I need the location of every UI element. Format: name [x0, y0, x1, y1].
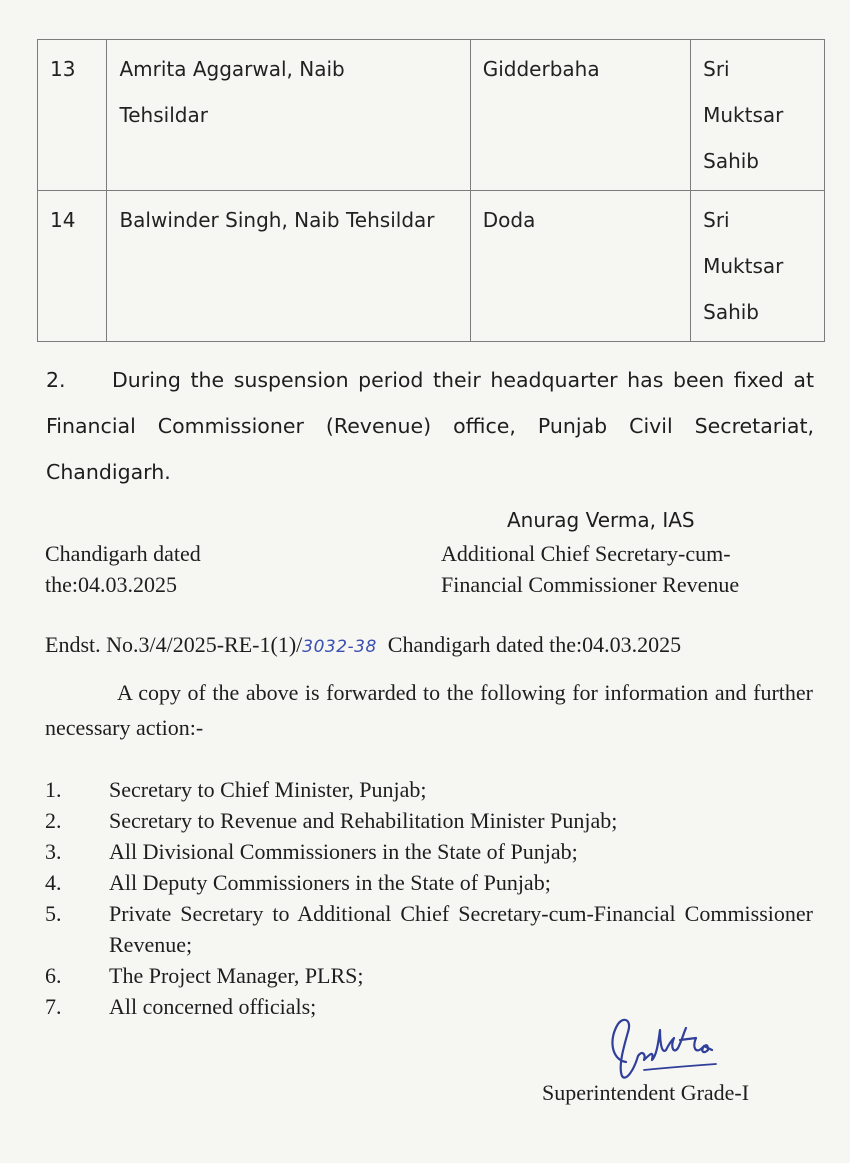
list-item: 1. Secretary to Chief Minister, Punjab;	[45, 777, 427, 802]
posting-place-cell: Gidderbaha	[470, 40, 690, 191]
district-cell: Sri Muktsar Sahib	[691, 40, 825, 191]
place-date-block: Chandigarh dated the:04.03.2025	[45, 541, 201, 597]
list-item: 2. Secretary to Revenue and Rehabilitation Minister Punjab;	[45, 808, 618, 833]
table-row	[38, 40, 825, 191]
table-row	[38, 191, 825, 342]
officer-name-line: Amrita Aggarwal, Naib	[119, 57, 345, 81]
endorsement-line	[45, 632, 825, 658]
distribution-list	[45, 774, 813, 1022]
paragraph-text: During the suspension period their headquarter has been fixed at Financial Commissioner (Revenue) office, Punjab Civil Secretariat, Chandigarh.	[46, 368, 814, 484]
officer-name-cell	[107, 40, 470, 191]
serial-number-cell: 14	[38, 191, 107, 342]
endorsement-date: Chandigarh dated the:04.03.2025	[387, 632, 682, 657]
copy-forward-paragraph: A copy of the above is forwarded to the following for information and further necessary action:-	[45, 680, 813, 740]
list-item: 4. All Deputy Commissioners in the State of Punjab;	[45, 870, 551, 895]
paragraph-number: 2.	[46, 368, 66, 392]
signatory-name: Anurag Verma, IAS	[507, 508, 695, 532]
headquarter-paragraph	[46, 357, 814, 495]
superintendent-designation: Superintendent Grade-I	[542, 1080, 750, 1105]
list-item: 3. All Divisional Commissioners in the State of Punjab;	[45, 839, 578, 864]
posting-place-cell: Doda	[470, 191, 690, 342]
serial-number-cell: 13	[38, 40, 107, 191]
list-item: 6. The Project Manager, PLRS;	[45, 963, 364, 988]
district-cell: Sri Muktsar Sahib	[691, 191, 825, 342]
handwritten-dispatch-number: 3032-38	[302, 637, 377, 657]
list-item: 5. Private Secretary to Additional Chief Secretary-cum-Financial Commissioner Revenue;	[45, 901, 813, 957]
officers-table	[37, 39, 825, 342]
officer-name-line: Tehsildar	[119, 103, 208, 127]
handwritten-signature	[604, 1010, 724, 1090]
list-item: 7. All concerned officials;	[45, 994, 317, 1019]
officer-name-line: Balwinder Singh, Naib Tehsildar	[119, 208, 435, 232]
signatory-designation: Additional Chief Secretary-cum- Financial Commissioner Revenue	[441, 541, 740, 597]
officer-name-cell	[107, 191, 470, 342]
endorsement-number: Endst. No.3/4/2025-RE-1(1)/	[45, 632, 303, 657]
